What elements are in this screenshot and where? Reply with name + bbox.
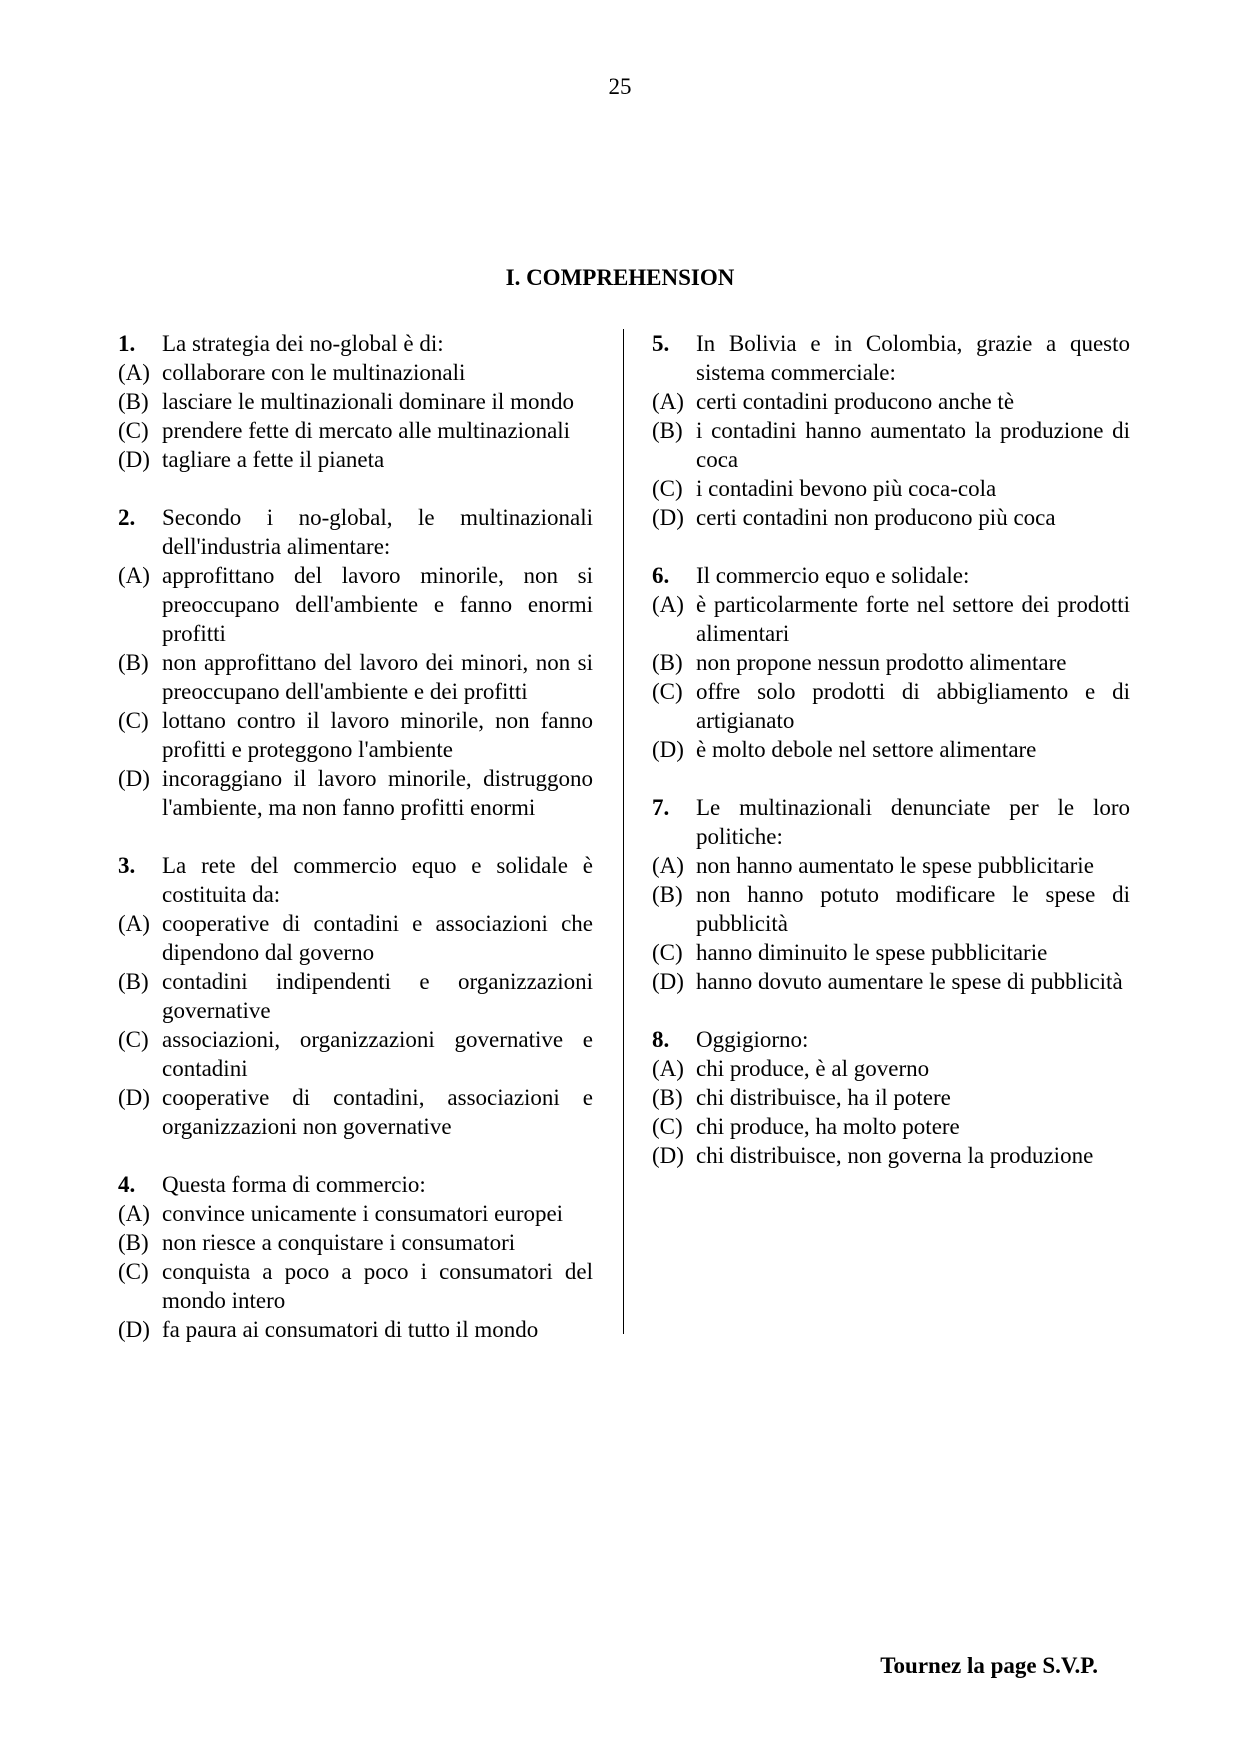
question-5 <box>652 329 1130 532</box>
question-text: La strategia dei no-global è di: <box>162 331 444 356</box>
question-number: 2. <box>118 505 136 530</box>
option-label: (C) <box>652 940 683 965</box>
answer-option <box>118 561 593 648</box>
option-text: conquista a poco a poco i consumatori del mondo intero <box>162 1259 593 1313</box>
answer-option <box>652 474 1130 503</box>
option-text: chi produce, è al governo <box>696 1056 930 1081</box>
option-text: certi contadini producono anche tè <box>696 389 1015 414</box>
question-number: 8. <box>652 1027 670 1052</box>
question-4 <box>118 1170 593 1344</box>
question-stem <box>118 851 593 909</box>
option-text: cooperative di contadini e associazioni che dipendono dal governo <box>162 911 593 965</box>
answer-option <box>118 416 593 445</box>
option-text: i contadini hanno aumentato la produzione di coca <box>696 418 1130 472</box>
question-2 <box>118 503 593 822</box>
option-label: (D) <box>118 1317 150 1342</box>
option-label: (B) <box>652 1085 683 1110</box>
question-number: 4. <box>118 1172 136 1197</box>
option-text: offre solo prodotti di abbigliamento e di artigianato <box>696 679 1130 733</box>
answer-option <box>652 938 1130 967</box>
question-number: 6. <box>652 563 670 588</box>
answer-option <box>118 967 593 1025</box>
option-label: (C) <box>652 476 683 501</box>
option-text: non riesce a conquistare i consumatori <box>162 1230 516 1255</box>
option-text: approfittano del lavoro minorile, non si preoccupano dell'ambiente e fanno enormi profitti <box>162 563 593 646</box>
answer-option <box>118 1257 593 1315</box>
option-text: collaborare con le multinazionali <box>162 360 466 385</box>
section-title: I. COMPREHENSION <box>505 265 735 290</box>
option-label: (C) <box>118 1027 149 1052</box>
option-text: lottano contro il lavoro minorile, non fanno profitti e proteggono l'ambiente <box>162 708 593 762</box>
answer-option <box>118 706 593 764</box>
option-text: cooperative di contadini, associazioni e organizzazioni non governative <box>162 1085 593 1139</box>
answer-option <box>652 503 1130 532</box>
question-text: Secondo i no-global, le multinazionali dell'industria alimentare: <box>162 505 593 559</box>
answer-option <box>652 648 1130 677</box>
option-text: hanno dovuto aumentare le spese di pubblicità <box>696 969 1123 994</box>
question-number: 1. <box>118 331 136 356</box>
answer-option <box>652 677 1130 735</box>
question-number: 7. <box>652 795 670 820</box>
option-label: (B) <box>652 418 683 443</box>
option-text: contadini indipendenti e organizzazioni governative <box>162 969 593 1023</box>
question-text: Questa forma di commercio: <box>162 1172 426 1197</box>
question-stem <box>652 1025 1130 1054</box>
answer-option <box>118 1083 593 1141</box>
question-stem <box>118 503 593 561</box>
question-stem <box>118 1170 593 1199</box>
answer-option <box>652 735 1130 764</box>
option-label: (A) <box>652 1056 684 1081</box>
option-label: (C) <box>652 679 683 704</box>
option-text: non approfittano del lavoro dei minori, non si preoccupano dell'ambiente e dei profitti <box>162 650 593 704</box>
option-text: non propone nessun prodotto alimentare <box>696 650 1067 675</box>
answer-option <box>118 1228 593 1257</box>
answer-option <box>118 764 593 822</box>
question-stem <box>652 793 1130 851</box>
option-text: chi distribuisce, ha il potere <box>696 1085 951 1110</box>
option-label: (B) <box>652 650 683 675</box>
answer-option <box>652 416 1130 474</box>
column-divider <box>623 329 624 1334</box>
option-label: (A) <box>118 563 150 588</box>
option-text: associazioni, organizzazioni governative e contadini <box>162 1027 593 1081</box>
option-label: (B) <box>118 1230 149 1255</box>
option-text: è particolarmente forte nel settore dei prodotti alimentari <box>696 592 1130 646</box>
question-7 <box>652 793 1130 996</box>
option-label: (C) <box>118 708 149 733</box>
question-6 <box>652 561 1130 764</box>
option-label: (A) <box>652 853 684 878</box>
option-label: (B) <box>118 969 149 994</box>
answer-option <box>118 358 593 387</box>
answer-option <box>118 1315 593 1344</box>
answer-option <box>652 590 1130 648</box>
option-label: (C) <box>118 1259 149 1284</box>
option-label: (A) <box>118 911 150 936</box>
answer-option <box>118 909 593 967</box>
option-text: chi produce, ha molto potere <box>696 1114 960 1139</box>
option-label: (A) <box>652 592 684 617</box>
option-label: (A) <box>118 1201 150 1226</box>
option-label: (D) <box>652 737 684 762</box>
question-text: Il commercio equo e solidale: <box>696 563 970 588</box>
option-text: certi contadini non producono più coca <box>696 505 1056 530</box>
question-text: In Bolivia e in Colombia, grazie a questo sistema commerciale: <box>696 331 1130 385</box>
answer-option <box>652 851 1130 880</box>
option-label: (B) <box>118 389 149 414</box>
option-label: (D) <box>652 505 684 530</box>
answer-option <box>652 880 1130 938</box>
question-stem <box>118 329 593 358</box>
option-label: (D) <box>652 969 684 994</box>
option-label: (D) <box>118 1085 150 1110</box>
option-text: tagliare a fette il pianeta <box>162 447 385 472</box>
question-text: Oggigiorno: <box>696 1027 809 1052</box>
question-number: 3. <box>118 853 136 878</box>
option-label: (B) <box>652 882 683 907</box>
option-text: fa paura ai consumatori di tutto il mondo <box>162 1317 539 1342</box>
option-label: (D) <box>118 766 150 791</box>
option-label: (C) <box>118 418 149 443</box>
option-label: (D) <box>118 447 150 472</box>
answer-option <box>652 1054 1130 1083</box>
answer-option <box>118 1199 593 1228</box>
option-text: chi distribuisce, non governa la produzione <box>696 1143 1094 1168</box>
option-label: (A) <box>652 389 684 414</box>
option-text: non hanno aumentato le spese pubblicitarie <box>696 853 1094 878</box>
option-text: incoraggiano il lavoro minorile, distruggono l'ambiente, ma non fanno profitti enormi <box>162 766 593 820</box>
answer-option <box>652 967 1130 996</box>
question-3 <box>118 851 593 1141</box>
option-label: (A) <box>118 360 150 385</box>
question-number: 5. <box>652 331 670 356</box>
questions-left-column <box>118 329 593 1373</box>
option-text: convince unicamente i consumatori europei <box>162 1201 564 1226</box>
question-1 <box>118 329 593 474</box>
option-text: non hanno potuto modificare le spese di pubblicità <box>696 882 1130 936</box>
answer-option <box>652 1141 1130 1170</box>
option-text: hanno diminuito le spese pubblicitarie <box>696 940 1048 965</box>
option-label: (C) <box>652 1114 683 1139</box>
page-number: 25 <box>608 74 632 99</box>
option-text: prendere fette di mercato alle multinazionali <box>162 418 571 443</box>
option-label: (B) <box>118 650 149 675</box>
answer-option <box>652 387 1130 416</box>
answer-option <box>652 1112 1130 1141</box>
question-stem <box>652 329 1130 387</box>
answer-option <box>118 1025 593 1083</box>
option-text: è molto debole nel settore alimentare <box>696 737 1037 762</box>
answer-option <box>118 648 593 706</box>
footer-note: Tournez la page S.V.P. <box>880 1653 1098 1678</box>
option-text: i contadini bevono più coca-cola <box>696 476 997 501</box>
questions-right-column <box>652 329 1130 1199</box>
question-stem <box>652 561 1130 590</box>
option-label: (D) <box>652 1143 684 1168</box>
question-8 <box>652 1025 1130 1170</box>
answer-option <box>652 1083 1130 1112</box>
answer-option <box>118 445 593 474</box>
option-text: lasciare le multinazionali dominare il mondo <box>162 389 574 414</box>
answer-option <box>118 387 593 416</box>
question-text: Le multinazionali denunciate per le loro politiche: <box>696 795 1130 849</box>
question-text: La rete del commercio equo e solidale è costituita da: <box>162 853 593 907</box>
